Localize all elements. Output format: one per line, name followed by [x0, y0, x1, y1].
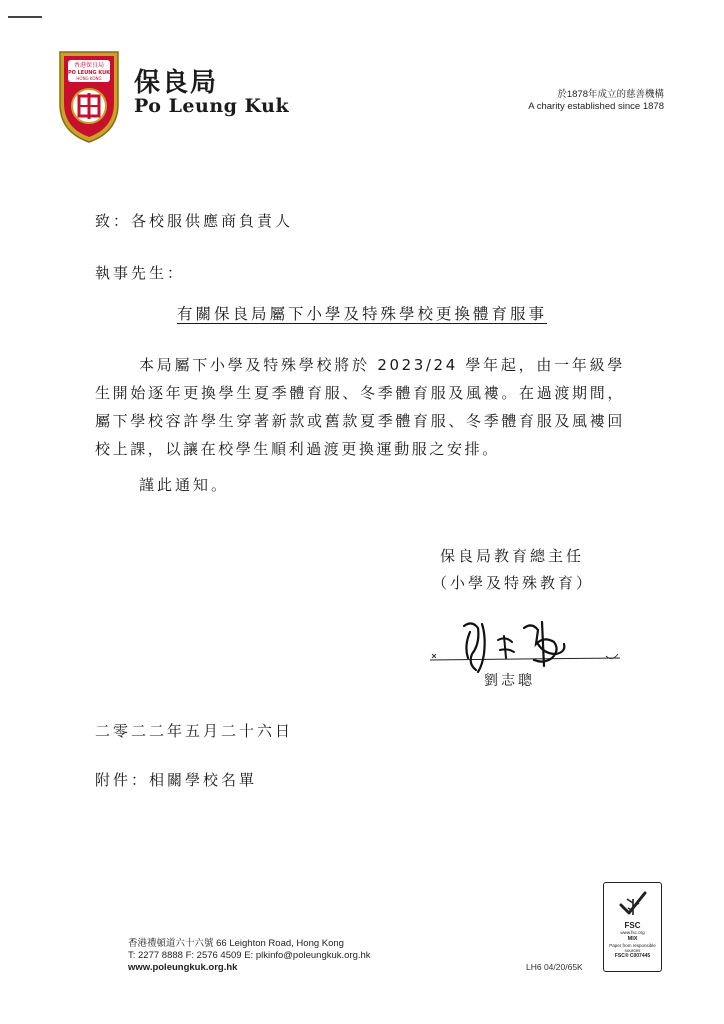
salutation: 執事先生： — [95, 264, 186, 282]
fsc-name: FSC — [624, 921, 641, 930]
letter-date: 二零二二年五月二十六日 — [95, 722, 294, 740]
footer-contact-block — [128, 938, 371, 974]
seal-text-en2: HONG KONG — [76, 76, 102, 81]
footer-address: 香港禮頓道六十六號 66 Leighton Road, Hong Kong — [128, 938, 344, 949]
tagline — [528, 89, 664, 113]
seal-text-cn: 香港保良局 — [73, 62, 105, 69]
letter-subject-text: 有關保良局屬下小學及特殊學校更換體育服事 — [176, 305, 547, 323]
signatory-department: （小學及特殊教育） — [432, 574, 595, 592]
fsc-mix-label: MIX — [627, 936, 638, 942]
org-name-chinese: 保良局 — [134, 68, 219, 98]
fsc-certification-badge — [603, 882, 662, 972]
fsc-tree-checkmark-icon — [615, 887, 651, 921]
recipient-line: 致：各校服供應商負責人 — [95, 212, 294, 230]
letter-subject — [0, 302, 724, 324]
fsc-description: Paper from responsible sources — [609, 943, 656, 953]
org-name-english: Po Leung Kuk — [134, 95, 290, 117]
footer-website: www.poleungkuk.org.hk — [128, 962, 238, 973]
letterhead-reference-code: LH6 04/20/65K — [526, 962, 583, 972]
po-leung-kuk-crest-logo — [56, 46, 122, 144]
signatory-name: 劉志聰 — [484, 673, 535, 689]
tagline-english: A charity established since 1878 — [528, 101, 664, 112]
signatory-title: 保良局教育總主任 — [440, 547, 585, 565]
attachment-note: 附件：相關學校名單 — [95, 771, 258, 789]
fsc-website: www.fsc.org — [620, 930, 645, 935]
fsc-license-code: FSC® C007445 — [614, 953, 651, 959]
seal-text-en: PO LEUNG KUK — [67, 70, 111, 76]
closing-notice: 謹此通知。 — [139, 476, 230, 494]
letter-body-paragraph: 本局屬下小學及特殊學校將於 2023/24 學年起，由一年級學生開始逐年更換學生夏季體育服、冬季體育服及風褸。在過渡期間，屬下學校容許學生穿著新款或舊款夏季體育服、冬季體育服及風褸回校上課，以讓在校學生順利過渡更換運動服之安排。 — [95, 356, 625, 458]
tagline-chinese: 於1878年成立的慈善機構 — [557, 89, 664, 100]
scan-mark — [8, 16, 42, 18]
footer-phone-fax-email: T: 2277 8888 F: 2576 4509 E: plkinfo@poleungkuk.org.hk — [128, 950, 371, 961]
